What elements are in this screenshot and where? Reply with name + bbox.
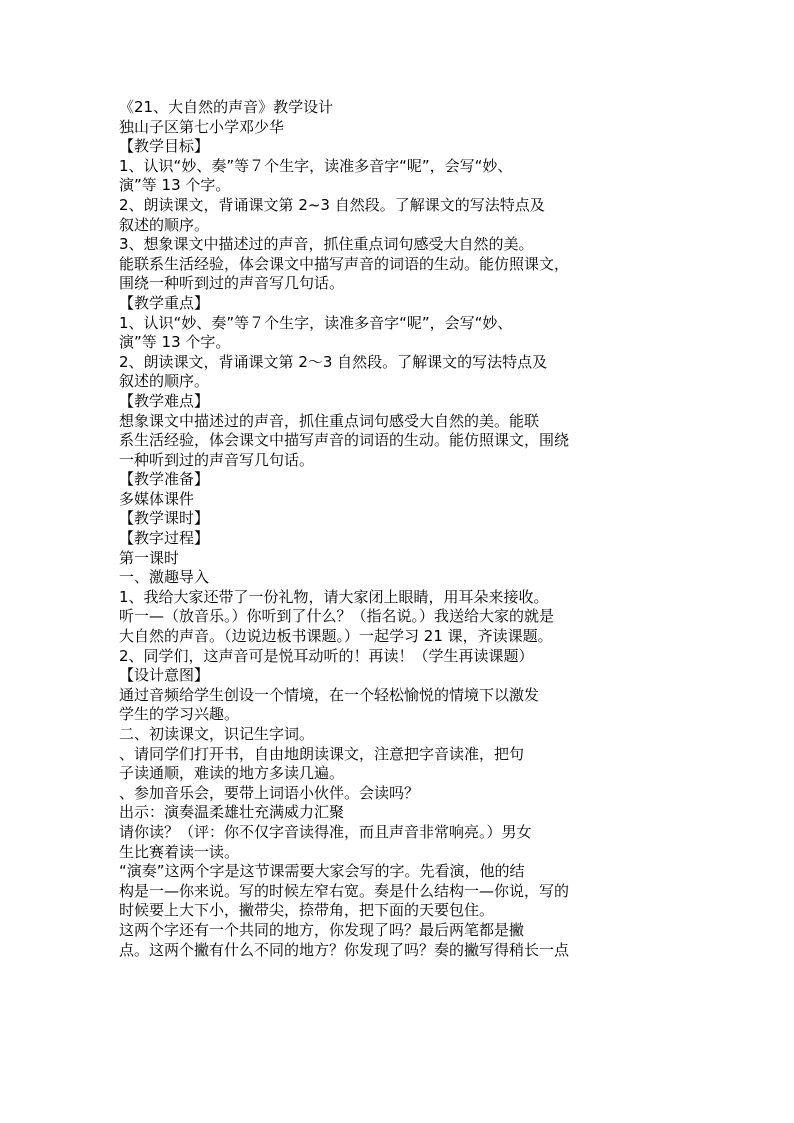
text-line-5: 演”等 13 个字。: [119, 176, 231, 195]
text-line-3: 【教学目标】: [119, 137, 210, 156]
text-line-41: 构是一—你来说。写的时候左窄右宽。奏是什么结构一—你说，写的: [119, 881, 570, 900]
text-line-34: 、请同学们打开书，自由地朗读课文，注意把字音读准，把句: [119, 744, 525, 763]
text-line-33: 二、初读课文，识记生字词。: [119, 725, 315, 743]
text-line-36: 、参加音乐会，要带上词语小伙伴。会读吗？: [119, 783, 420, 802]
text-line-20: 【教学准备】: [119, 470, 210, 489]
text-line-29: 2、同学们，这声音可是悦耳动听的！再读！（学生再读课题）: [119, 646, 534, 665]
text-line-19: 一种听到过的声音写几句话。: [119, 450, 315, 469]
text-line-11: 【教学重点】: [119, 293, 210, 312]
text-line-2: 独山子区第七小学邓少华: [119, 117, 285, 136]
text-line-39: 生比赛着读一读。: [119, 842, 240, 861]
text-line-13: 演”等 13 个字。: [119, 333, 231, 352]
text-line-43: 这两个字还有一个共同的地方，你发现了吗？最后两笔都是撇: [119, 920, 525, 939]
text-line-25: 一、激趣导入: [119, 568, 210, 587]
text-line-1: 《21、大自然的声音》教学设计: [119, 98, 334, 116]
text-line-8: 3、想象课文中描述过的声音，抓住重点词句感受大自然的美。: [119, 235, 534, 254]
text-line-40: “演奏”这两个字是这节课需要大家会写的字。先看演，他的结: [119, 862, 525, 881]
text-line-42: 时候要上大下小，撇带尖，捺带角，把下面的天要包住。: [119, 901, 495, 920]
text-line-12: 1、认识“妙、奏”等７个生字，读准多音字“呢”，会写“妙、: [119, 313, 513, 332]
text-line-14: 2、朗读课文，背诵课文第 2～3 自然段。了解课文的写法特点及: [119, 352, 548, 371]
text-line-28: 大自然的声音。（边说边板书课题。）一起学习 21 课，齐读课题。: [119, 627, 553, 646]
text-line-44: 点。这两个撇有什么不同的地方？你发现了吗？奏的撇写得稍长一点: [119, 940, 570, 959]
text-line-24: 第一课时: [119, 548, 180, 567]
text-line-16: 【教学难点】: [119, 391, 210, 410]
text-line-22: 【教学课时】: [119, 509, 210, 528]
text-line-7: 叙述的顺序。: [119, 215, 210, 234]
text-line-10: 围绕一种听到过的声音写几句话。: [119, 274, 345, 293]
text-line-18: 系生活经验，体会课文中描写声音的词语的生动。能仿照课文，围绕: [119, 431, 570, 450]
document-body: [119, 98, 619, 960]
text-line-35: 子读通顺，难读的地方多读几遍。: [119, 764, 345, 783]
text-line-27: 听一—（放音乐。）你听到了什么？（指名说。）我送给大家的就是: [119, 607, 555, 626]
text-line-38: 请你读？（评：你不仅字音读得准，而且声音非常响亮。）男女: [119, 822, 532, 841]
text-line-37: 出示：演奏温柔雄壮充满威力汇聚: [119, 803, 345, 822]
text-line-21: 多媒体课件: [119, 489, 195, 508]
text-line-9: 能联系生活经验，体会课文中描写声音的词语的生动。能仿照课文，: [119, 254, 570, 273]
text-line-30: 【设计意图】: [119, 666, 210, 685]
text-line-23: 【教字过程】: [119, 529, 210, 548]
text-line-15: 叙述的顺序。: [119, 372, 210, 391]
text-line-32: 学生的学习兴趣。: [119, 705, 240, 724]
text-line-6: 2、朗读课文，背诵课文第 2~3 自然段。了解课文的写法特点及: [119, 195, 545, 214]
text-line-17: 想象课文中描述过的声音，抓住重点词句感受大自然的美。能联: [119, 411, 540, 430]
text-line-4: 1、认识“妙、奏”等７个生字，读准多音字“呢”，会写“妙、: [119, 156, 513, 175]
text-line-31: 通过音频给学生创设一个情境，在一个轻松愉悦的情境下以激发: [119, 685, 540, 704]
text-line-26: 1、我给大家还带了一份礼物，请大家闭上眼睛，用耳朵来接收。: [119, 587, 549, 606]
